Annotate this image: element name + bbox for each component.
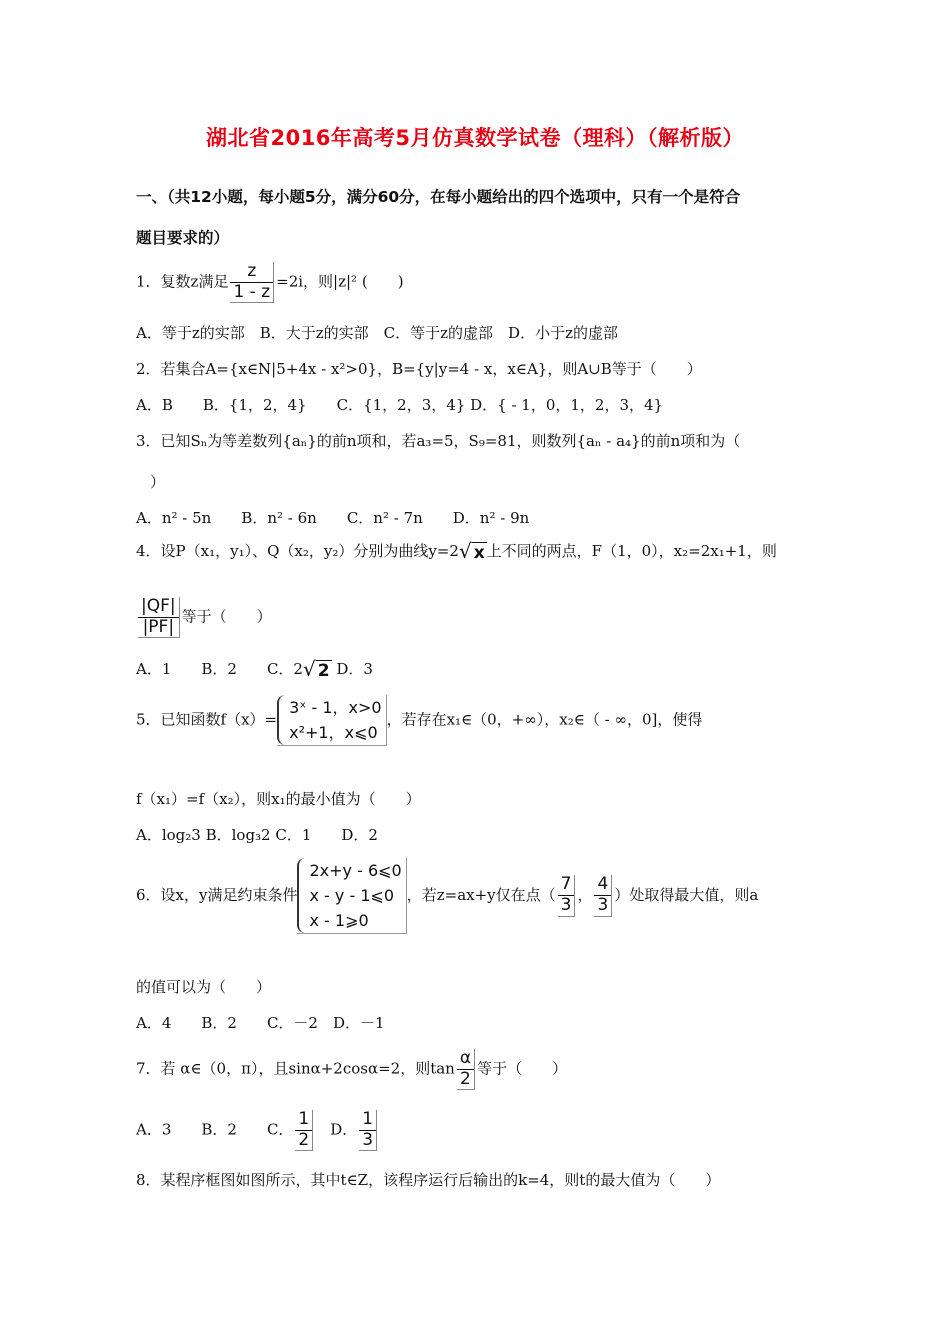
q4-opt-rest: D．3 <box>331 660 373 678</box>
q6-constraint-3: x - 1⩾0 <box>309 911 369 930</box>
q5-suffix: ，若存在x₁∈（0，+∞），x₂∈（ - ∞，0]，使得 <box>386 710 703 729</box>
q4-options <box>136 659 373 681</box>
q1-frac-den: 1 - z <box>230 282 273 303</box>
q4-opt-sqrt: √ 2 <box>302 657 330 681</box>
q7-c-den: 2 <box>295 1130 312 1151</box>
q7-opt-d-fraction <box>359 1110 377 1151</box>
q5-case-2: x²+1，x⩽0 <box>289 723 378 742</box>
q4-radicand: x <box>473 543 485 563</box>
q6-suffix: ）处取得最大值，则a <box>614 886 759 904</box>
q4-prefix: 4．设P（x₁，y₁）、Q（x₂，y₂）分别为曲线y=2 <box>136 542 459 560</box>
q4-frac-den: |PF| <box>138 617 179 638</box>
question-1 <box>136 262 404 303</box>
section-heading-line2: 题目要求的） <box>136 229 230 247</box>
q5-piecewise <box>277 695 386 746</box>
q6-point-x-num: 7 <box>560 874 572 895</box>
q6-comma: ， <box>577 886 593 904</box>
q6-constraint-2: x - y - 1⩽0 <box>309 886 395 905</box>
q6-point-x <box>558 875 576 916</box>
q6-point-y-num: 4 <box>597 874 609 895</box>
exam-title: 湖北省2016年高考5月仿真数学试卷（理科）（解析版） <box>205 126 745 150</box>
q7-d-num: 1 <box>362 1109 374 1129</box>
q5-brace <box>277 695 287 745</box>
q4-fraction <box>138 597 180 638</box>
q7-fraction <box>457 1049 475 1090</box>
q7-opt-a: A．3 B．2 C． <box>136 1120 294 1139</box>
q6-brace <box>297 858 307 933</box>
q6-constraint-1: 2x+y - 6⩽0 <box>309 861 402 880</box>
q1-options: A．等于z的实部 B．大于z的实部 C．等于z的虚部 D．小于z的虚部 <box>136 324 618 342</box>
q1-prefix: 1．复数z满足 <box>136 272 229 291</box>
q4-suffix: 上不同的两点，F（1，0），x₂=2x₁+1，则 <box>486 542 777 560</box>
q1-frac-num: z <box>247 261 257 281</box>
q4-opt-a: A．1 B．2 C．2 <box>136 660 303 678</box>
question-5 <box>136 695 702 746</box>
q1-fraction <box>230 262 274 303</box>
q5-options: A．log₂3 B．log₃2 C．1 D．2 <box>136 826 378 844</box>
q3-continuation: ） <box>150 473 166 491</box>
q6-options: A．4 B．2 C．－2 D．－1 <box>136 1014 385 1032</box>
q7-frac-num: α <box>459 1048 472 1068</box>
q7-prefix: 7．若 α∈（0，π），且sinα+2cosα=2，则tan <box>136 1059 455 1078</box>
q7-opt-d: D． <box>315 1120 358 1139</box>
q5-case-1: 3ˣ - 1，x>0 <box>289 698 382 717</box>
q6-constraints <box>297 858 406 934</box>
q7-suffix: 等于（ ） <box>477 1059 568 1078</box>
q2-options: A．B B．{1，2，4} C．{1，2，3，4} D．{ - 1，0，1，2，3，4} <box>136 396 664 414</box>
q6-mid: ，若z=ax+y仅在点（ <box>406 886 556 904</box>
section-heading-line1: 一、（共12小题，每小题5分，满分60分，在每小题给出的四个选项中，只有一个是符合 <box>136 188 741 206</box>
q7-d-den: 3 <box>359 1130 376 1151</box>
q3-options: A．n² - 5n B．n² - 6n C．n² - 7n D．n² - 9n <box>136 509 530 527</box>
q7-options <box>136 1110 379 1151</box>
q7-opt-c-fraction <box>295 1110 313 1151</box>
q7-c-num: 1 <box>298 1109 310 1129</box>
q5-prefix: 5．已知函数f（x）= <box>136 710 278 729</box>
q6-point-y <box>594 875 612 916</box>
question-7 <box>136 1049 567 1090</box>
q4-line2-suffix: 等于（ ） <box>181 607 272 626</box>
question-2: 2．若集合A={x∈N|5+4x - x²>0}，B={y|y=4 - x，x∈A}，则A∪B等于（ ） <box>136 360 702 378</box>
question-6 <box>136 858 758 934</box>
q6-point-x-den: 3 <box>558 895 575 916</box>
q4-line2 <box>136 597 272 638</box>
q6-point-y-den: 3 <box>594 895 611 916</box>
question-8: 8．某程序框图如图所示，其中t∈Z，该程序运行后输出的k=4，则t的最大值为（ ） <box>136 1171 721 1189</box>
q6-prefix: 6．设x，y满足约束条件 <box>136 886 298 904</box>
q6-line2: 的值可以为（ ） <box>136 978 272 996</box>
q5-line2: f（x₁）=f（x₂），则x₁的最小值为（ ） <box>136 790 421 808</box>
q4-sqrt: √ x <box>458 539 485 563</box>
q4-frac-num: |QF| <box>141 596 176 616</box>
question-3: 3．已知Sₙ为等差数列{aₙ}的前n项和，若a₃=5，S₉=81，则数列{aₙ - a₄}的前n项和为（ <box>136 432 741 450</box>
q1-suffix: =2i，则|z|² ( ) <box>276 272 404 291</box>
q7-frac-den: 2 <box>457 1069 474 1090</box>
q4-opt-radicand: 2 <box>317 661 330 681</box>
question-4 <box>136 541 777 563</box>
